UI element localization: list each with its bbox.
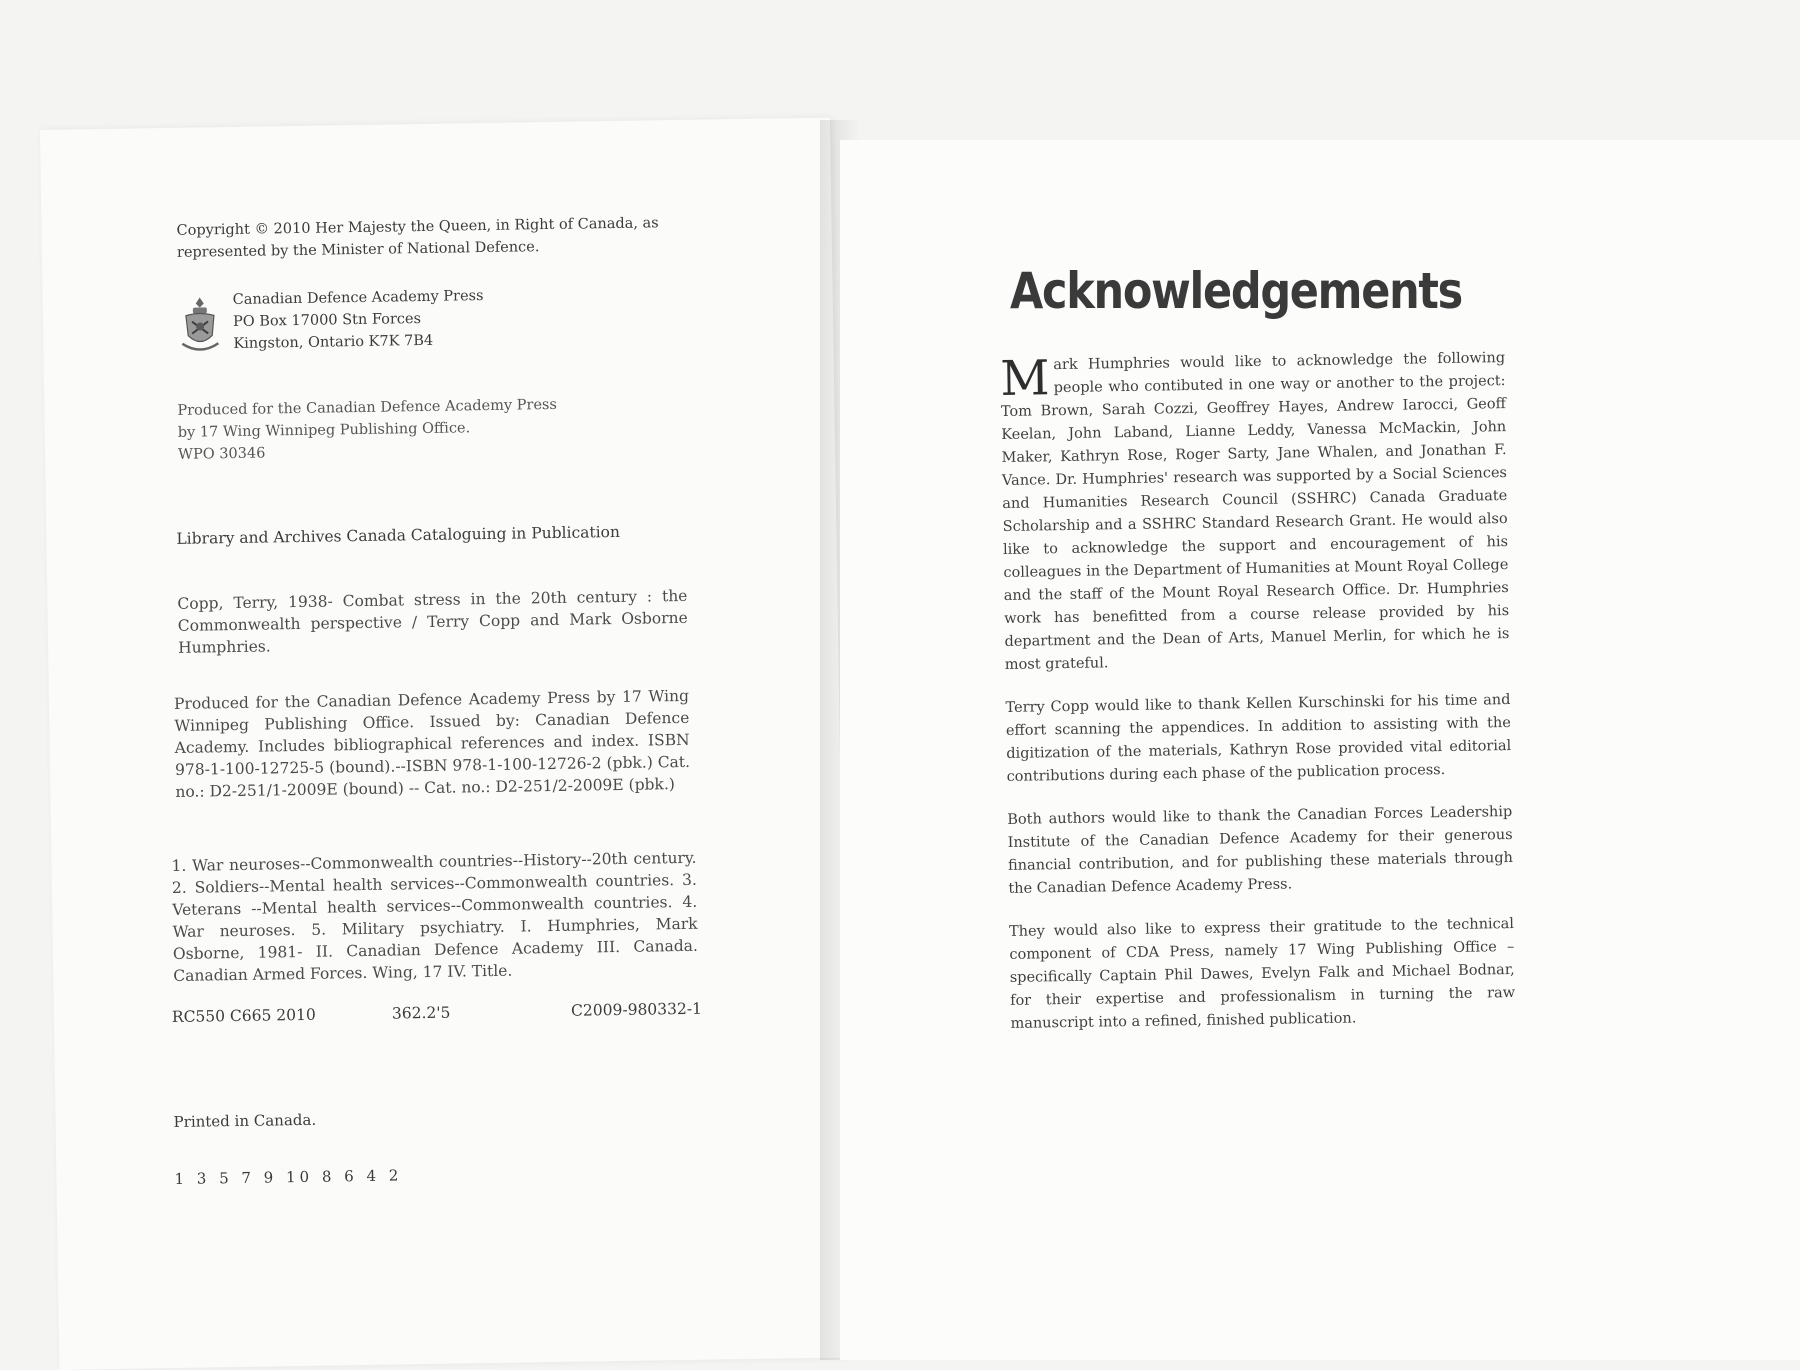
- lc-call-number: RC550 C665 2010: [171, 1005, 316, 1027]
- copyright-notice: Copyright © 2010 Her Majesty the Queen, in Right of Canada, as represented by the Minister of National Defence.: [176, 215, 659, 261]
- paragraph: [1000, 347, 1510, 677]
- paragraph-text: ark Humphries would like to acknowledge the following people who contibuted in one way or another to the project: Tom Brown, Sarah Cozzi, Geoffrey Hayes, Andrew Iarocci, Geoff Keelan, John Laband, Lianne Leddy, Vanessa McMackin, John Maker, Kathryn Rose, Roger Sarty, Jane Whalen, and Jonathan F. Vance. Dr. Humphries' research was supported by a Social Sciences and Humanities Research Council (SSHRC) Canada Graduate Scholarship and a SSHRC Standard Research Grant. He would also like to acknowledge the support and encouragement of his colleagues in the Department of Humanities at Mount Royal College and the staff of the Mount Royal Research Office. Dr. Humphries work has benefitted from a course release provided by his department and the Dean of Arts, Manuel Merlin, for which he is most grateful.: [1000, 350, 1510, 673]
- produced-line: WPO 30346: [177, 445, 266, 463]
- drop-cap: M: [999, 350, 1050, 407]
- cip-notes: Produced for the Canadian Defence Academy Press by 17 Wing Winnipeg Publishing Office. Issued by: Canadian Defence Academy. Includes bibliographical references and index. ISBN 978-1-100-12725-5 (bound).--ISBN 978-1-100-12726-2 (pbk.) Cat. no.: D2-251/1-2009E (bound) -- Cat. no.: D2-251/2-2009E (pbk.): [173, 686, 691, 801]
- publisher-address: [233, 284, 554, 355]
- paragraph: Terry Copp would like to thank Kellen Kurschinski for his time and effort scanning the appendices. In addition to assisting with the digitization of the materials, Kathryn Rose provided vital editorial contributions during each phase of the publication process.: [1005, 692, 1512, 785]
- print-line: 1 3 5 7 9 10 8 6 4 2: [174, 1166, 403, 1189]
- paragraph: They would also like to express their gratitude to the technical component of CDA Press, namely 17 Wing Publishing Office – specifically Captain Phil Dawes, Evelyn Falk and Michael Bodnar, for their expertise and professionalism in turning the raw manuscript into a refined, finished publication.: [1008, 915, 1516, 1032]
- produced-line: Produced for the Canadian Defence Academy Press: [177, 396, 557, 419]
- control-number: C2009-980332-1: [570, 999, 703, 1020]
- dewey-number: 362.2'5: [391, 1003, 451, 1023]
- acknowledgements-body: [1000, 347, 1516, 1056]
- page-title: Acknowledgements: [1010, 262, 1462, 320]
- classification-line: [172, 998, 702, 1036]
- address-line: Canadian Defence Academy Press: [232, 288, 484, 308]
- crest-icon: [178, 295, 223, 358]
- address-line: PO Box 17000 Stn Forces: [232, 311, 422, 330]
- produced-for-block: [177, 393, 598, 466]
- produced-line: by 17 Wing Winnipeg Publishing Office.: [177, 420, 471, 441]
- cataloguing-heading: Library and Archives Canada Cataloguing in Publication: [176, 522, 621, 548]
- cip-entry: Copp, Terry, 1938- Combat stress in the 20th century : the Commonwealth perspective / Terry Copp and Mark Osborne Humphries.: [177, 586, 688, 657]
- paragraph: Both authors would like to thank the Canadian Forces Leadership Institute of the Canadian Defence Academy for their generous financial contribution, and for publishing these materials through the Canadian Defence Academy Press.: [1007, 804, 1514, 897]
- printed-in: Printed in Canada.: [173, 1110, 317, 1132]
- subject-headings: 1. War neuroses--Commonwealth countries--History--20th century. 2. Soldiers--Mental health services--Commonwealth countries. 3. Veterans --Mental health services--Commonwealth countries. 4. War neuroses. 5. Military psychiatry. I. Humphries, Mark Osborne, 1981- II. Canadian Defence Academy III. Canada. Canadian Armed Forces. Wing, 17 IV. Title.: [171, 848, 699, 986]
- left-page: [40, 118, 849, 1370]
- address-line: Kingston, Ontario K7K 7B4: [233, 332, 434, 352]
